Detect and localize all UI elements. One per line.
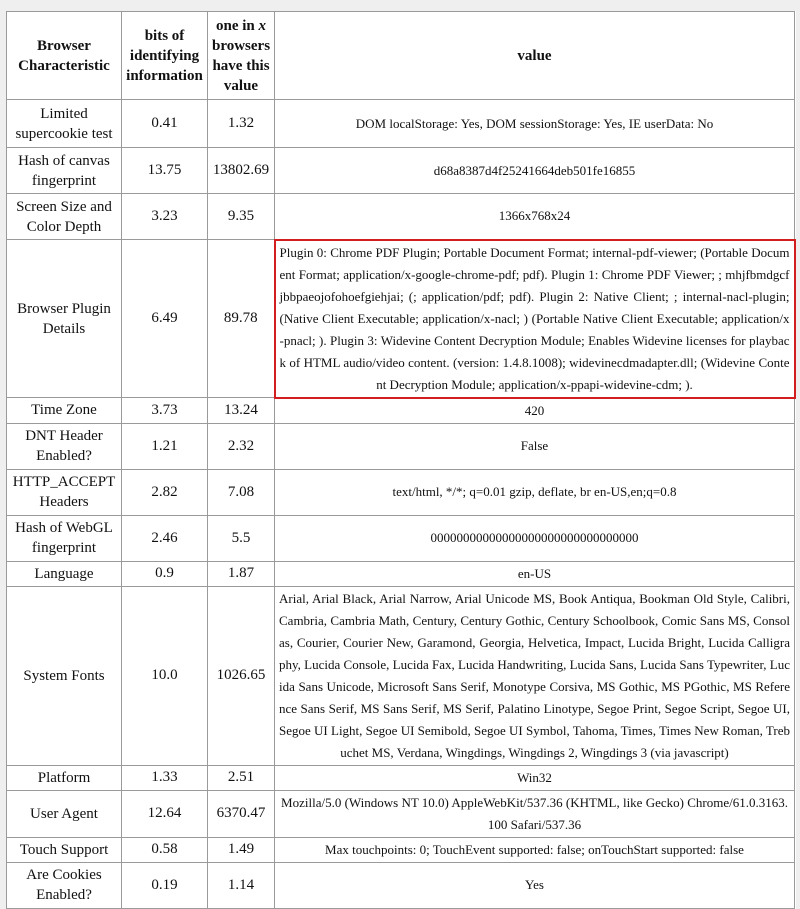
header-value: value <box>275 12 795 100</box>
header-bits: bits of identifying information <box>122 12 208 100</box>
row-bits: 13.75 <box>122 148 208 194</box>
row-value: Yes <box>275 862 795 908</box>
row-characteristic: Are Cookies Enabled? <box>7 862 122 908</box>
row-one-in-x: 6370.47 <box>208 790 275 837</box>
row-characteristic: DNT Header Enabled? <box>7 423 122 469</box>
row-bits: 0.41 <box>122 100 208 148</box>
table-header-row <box>7 12 795 100</box>
header-one-in-var: x <box>258 17 266 34</box>
row-one-in-x: 2.51 <box>208 765 275 790</box>
header-characteristic: Browser Characteristic <box>7 12 122 100</box>
row-one-in-x: 1.49 <box>208 837 275 862</box>
row-one-in-x: 1.32 <box>208 100 275 148</box>
fingerprint-results-panel <box>6 11 794 909</box>
table-row <box>7 398 795 424</box>
row-value: False <box>275 423 795 469</box>
table-row <box>7 862 795 908</box>
table-row <box>7 790 795 837</box>
header-one-in-suffix: browsers have this value <box>212 37 271 94</box>
row-characteristic: Language <box>7 561 122 586</box>
row-bits: 12.64 <box>122 790 208 837</box>
row-one-in-x: 2.32 <box>208 423 275 469</box>
table-row <box>7 515 795 561</box>
plugin-details-value-highlighted: Plugin 0: Chrome PDF Plugin; Portable Document Format; internal-pdf-viewer; (Portable Document Format; application/x-google-chrome-pdf; pdf). Plugin 1: Chrome PDF Viewer; ; mhjfbmdgcfjbbpaeojofohoefgiehjai; (; application/pdf; pdf). Plugin 2: Native Client; ; internal-nacl-plugin; (Native Client Executable; application/x-nacl; ) (Portable Native Client Executable; application/x-pnacl; ). Plugin 3: Widevine Content Decryption Module; Enables Widevine licenses for playback of HTML audio/video content. (version: 1.4.8.1008); widevinecdmadapter.dll; (Widevine Content Decryption Module; application/x-ppapi-widevine-cdm; ). <box>275 240 795 398</box>
row-characteristic: Browser Plugin Details <box>7 240 122 398</box>
header-one-in-x <box>208 12 275 100</box>
header-one-in-prefix: one in <box>215 17 259 34</box>
row-characteristic: System Fonts <box>7 586 122 765</box>
row-value: Mozilla/5.0 (Windows NT 10.0) AppleWebKit/537.36 (KHTML, like Gecko) Chrome/61.0.3163.100 Safari/537.36 <box>275 790 795 837</box>
table-row <box>7 469 795 515</box>
row-value: DOM localStorage: Yes, DOM sessionStorage: Yes, IE userData: No <box>275 100 795 148</box>
row-bits: 0.9 <box>122 561 208 586</box>
row-value: en-US <box>275 561 795 586</box>
row-one-in-x: 7.08 <box>208 469 275 515</box>
row-value: text/html, */*; q=0.01 gzip, deflate, br en-US,en;q=0.8 <box>275 469 795 515</box>
row-bits: 10.0 <box>122 586 208 765</box>
row-value: Max touchpoints: 0; TouchEvent supported: false; onTouchStart supported: false <box>275 837 795 862</box>
row-characteristic: Hash of WebGL fingerprint <box>7 515 122 561</box>
row-bits: 6.49 <box>122 240 208 398</box>
row-bits: 2.82 <box>122 469 208 515</box>
table-row <box>7 561 795 586</box>
row-bits: 0.19 <box>122 862 208 908</box>
row-one-in-x: 13802.69 <box>208 148 275 194</box>
row-bits: 1.21 <box>122 423 208 469</box>
row-characteristic: Platform <box>7 765 122 790</box>
row-one-in-x: 1.14 <box>208 862 275 908</box>
table-row <box>7 148 795 194</box>
table-row <box>7 240 795 398</box>
row-bits: 3.73 <box>122 398 208 424</box>
fingerprint-table <box>6 11 796 909</box>
row-bits: 1.33 <box>122 765 208 790</box>
row-bits: 3.23 <box>122 194 208 240</box>
table-row <box>7 765 795 790</box>
row-characteristic: Screen Size and Color Depth <box>7 194 122 240</box>
row-one-in-x: 9.35 <box>208 194 275 240</box>
row-value: 1366x768x24 <box>275 194 795 240</box>
row-value: Win32 <box>275 765 795 790</box>
row-characteristic: HTTP_ACCEPT Headers <box>7 469 122 515</box>
row-value: 00000000000000000000000000000000 <box>275 515 795 561</box>
row-bits: 2.46 <box>122 515 208 561</box>
row-one-in-x: 89.78 <box>208 240 275 398</box>
row-characteristic: Time Zone <box>7 398 122 424</box>
row-one-in-x: 13.24 <box>208 398 275 424</box>
table-row <box>7 423 795 469</box>
row-value: 420 <box>275 398 795 424</box>
table-row <box>7 837 795 862</box>
row-value: d68a8387d4f25241664deb501fe16855 <box>275 148 795 194</box>
row-one-in-x: 1.87 <box>208 561 275 586</box>
row-bits: 0.58 <box>122 837 208 862</box>
row-one-in-x: 5.5 <box>208 515 275 561</box>
row-one-in-x: 1026.65 <box>208 586 275 765</box>
row-characteristic: Limited supercookie test <box>7 100 122 148</box>
table-row <box>7 100 795 148</box>
row-characteristic: Touch Support <box>7 837 122 862</box>
table-row <box>7 586 795 765</box>
row-characteristic: User Agent <box>7 790 122 837</box>
table-row <box>7 194 795 240</box>
row-value: Arial, Arial Black, Arial Narrow, Arial Unicode MS, Book Antiqua, Bookman Old Style, Calibri, Cambria, Cambria Math, Century, Century Gothic, Century Schoolbook, Comic Sans MS, Consolas, Courier, Courier New, Garamond, Georgia, Helvetica, Impact, Lucida Bright, Lucida Calligraphy, Lucida Console, Lucida Fax, Lucida Handwriting, Lucida Sans, Lucida Sans Typewriter, Lucida Sans Unicode, Microsoft Sans Serif, Monotype Corsiva, MS Gothic, MS PGothic, MS Reference Sans Serif, MS Sans Serif, MS Serif, Palatino Linotype, Segoe Print, Segoe Script, Segoe UI, Segoe UI Light, Segoe UI Semibold, Segoe UI Symbol, Tahoma, Times, Times New Roman, Trebuchet MS, Verdana, Wingdings, Wingdings 2, Wingdings 3 (via javascript) <box>275 586 795 765</box>
row-characteristic: Hash of canvas fingerprint <box>7 148 122 194</box>
